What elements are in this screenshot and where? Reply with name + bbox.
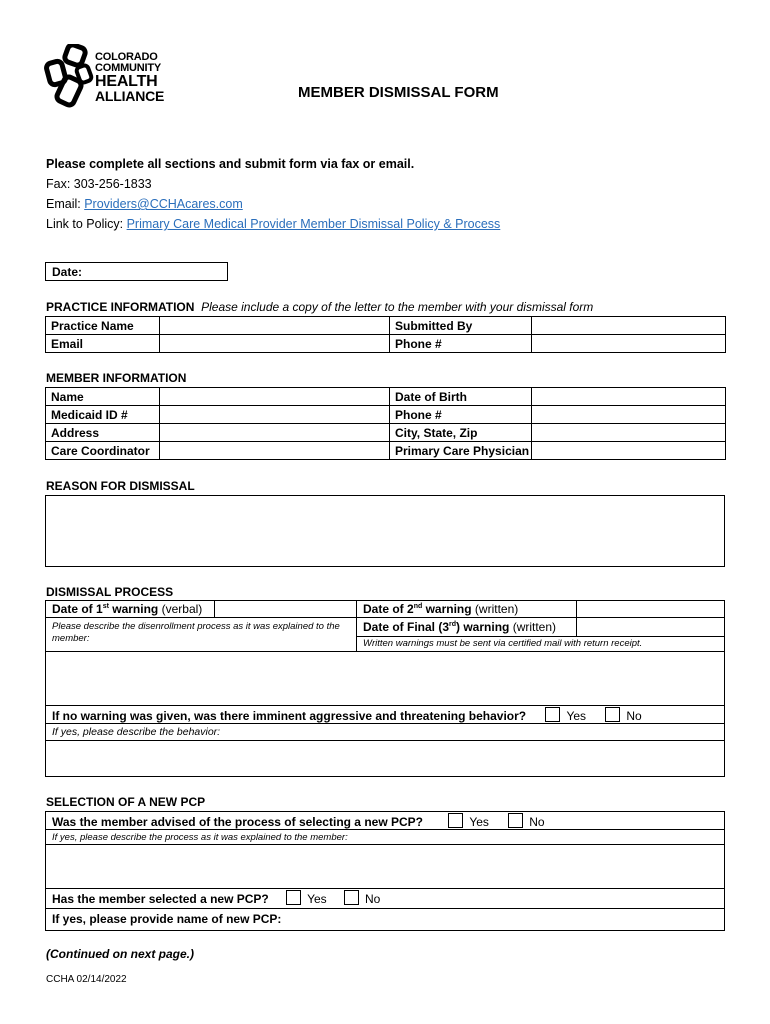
logo-line-alliance: ALLIANCE bbox=[95, 88, 165, 104]
member-phone-input[interactable] bbox=[532, 406, 726, 424]
new-pcp-name-input[interactable] bbox=[290, 909, 724, 930]
page-title: MEMBER DISMISSAL FORM bbox=[298, 84, 499, 101]
first-warning-label: Date of 1st warning (verbal) bbox=[52, 602, 203, 616]
practice-name-input[interactable] bbox=[160, 317, 390, 335]
advised-question: Was the member advised of the process of selecting a new PCP? bbox=[52, 815, 423, 829]
advised-yes-checkbox[interactable] bbox=[448, 813, 463, 828]
final-warning-input[interactable] bbox=[578, 619, 724, 635]
new-pcp-name-label: If yes, please provide name of new PCP: bbox=[52, 912, 282, 926]
policy-link[interactable]: Primary Care Medical Provider Member Dismissal Policy & Process bbox=[126, 217, 501, 231]
pcp-process-textarea[interactable] bbox=[46, 845, 724, 887]
no-warning-question: If no warning was given, was there imminent aggressive and threatening behavior? bbox=[52, 709, 527, 723]
address-label: Address bbox=[46, 424, 160, 442]
pcp-label: Primary Care Physician bbox=[390, 442, 532, 460]
behavior-textarea[interactable] bbox=[46, 741, 724, 776]
member-phone-label: Phone # bbox=[390, 406, 532, 424]
footer-code: CCHA 02/14/2022 bbox=[46, 974, 127, 985]
medicaid-id-label: Medicaid ID # bbox=[46, 406, 160, 424]
selected-yes-label: Yes bbox=[307, 892, 327, 906]
member-table bbox=[45, 387, 726, 460]
pcp-process-label: If yes, please describe the process as it was explained to the member: bbox=[52, 832, 348, 843]
advised-no-checkbox[interactable] bbox=[508, 813, 523, 828]
address-input[interactable] bbox=[160, 424, 390, 442]
care-coordinator-label: Care Coordinator bbox=[46, 442, 160, 460]
date-label: Date: bbox=[52, 265, 83, 279]
email-link[interactable]: Providers@CCHAcares.com bbox=[84, 197, 243, 211]
policy-line bbox=[46, 214, 500, 234]
second-warning-input[interactable] bbox=[578, 601, 724, 617]
policy-label: Link to Policy: bbox=[46, 217, 127, 231]
ccha-logo bbox=[44, 44, 169, 116]
practice-table bbox=[45, 316, 726, 353]
advised-question-row bbox=[52, 813, 545, 829]
advised-no-label: No bbox=[529, 815, 545, 829]
continued-note: (Continued on next page.) bbox=[46, 947, 194, 961]
city-state-zip-label: City, State, Zip bbox=[390, 424, 532, 442]
no-warning-yes-checkbox[interactable] bbox=[545, 707, 560, 722]
no-warning-question-row bbox=[52, 707, 642, 723]
written-warning-note: Written warnings must be sent via certified mail with return receipt. bbox=[363, 638, 643, 649]
practice-phone-input[interactable] bbox=[532, 335, 726, 353]
practice-email-input[interactable] bbox=[160, 335, 390, 353]
dob-input[interactable] bbox=[532, 388, 726, 406]
submitted-by-label: Submitted By bbox=[390, 317, 532, 335]
final-warning-label: Date of Final (3rd) warning (written) bbox=[363, 620, 557, 634]
pcp-section-heading: SELECTION OF A NEW PCP bbox=[46, 795, 206, 809]
practice-phone-label: Phone # bbox=[390, 335, 532, 353]
selected-no-label: No bbox=[365, 892, 381, 906]
care-coordinator-input[interactable] bbox=[160, 442, 390, 460]
logo-line-community: COMMUNITY bbox=[95, 62, 162, 74]
no-warning-no-label: No bbox=[626, 709, 642, 723]
city-state-zip-input[interactable] bbox=[532, 424, 726, 442]
no-warning-yes-label: Yes bbox=[566, 709, 587, 723]
second-warning-label: Date of 2nd warning (written) bbox=[363, 602, 519, 616]
email-line bbox=[46, 194, 500, 214]
describe-process-label: Please describe the disenrollment process as it was explained to the member: bbox=[52, 621, 340, 644]
email-label: Email: bbox=[46, 197, 85, 211]
advised-yes-label: Yes bbox=[469, 815, 489, 829]
logo-mark-icon bbox=[44, 44, 96, 114]
submitted-by-input[interactable] bbox=[532, 317, 726, 335]
logo-line-health: HEALTH bbox=[95, 73, 158, 90]
process-section-heading: DISMISSAL PROCESS bbox=[46, 585, 174, 599]
behavior-label: If yes, please describe the behavior: bbox=[52, 726, 221, 738]
reason-textarea[interactable] bbox=[45, 495, 725, 567]
member-name-input[interactable] bbox=[160, 388, 390, 406]
first-warning-input[interactable] bbox=[216, 601, 355, 617]
pcp-input[interactable] bbox=[532, 442, 726, 460]
member-section-heading: MEMBER INFORMATION bbox=[46, 371, 187, 385]
practice-section-heading: PRACTICE INFORMATION Please include a copy of the letter to the member with your dismissal form bbox=[46, 300, 594, 314]
selected-no-checkbox[interactable] bbox=[344, 890, 359, 905]
dob-label: Date of Birth bbox=[390, 388, 532, 406]
reason-section-heading: REASON FOR DISMISSAL bbox=[46, 479, 195, 493]
member-name-label: Name bbox=[46, 388, 160, 406]
date-field[interactable] bbox=[45, 262, 228, 281]
medicaid-id-input[interactable] bbox=[160, 406, 390, 424]
selected-question: Has the member selected a new PCP? bbox=[52, 892, 269, 906]
no-warning-no-checkbox[interactable] bbox=[605, 707, 620, 722]
instructions-heading: Please complete all sections and submit form via fax or email. bbox=[46, 157, 415, 171]
selected-question-row bbox=[52, 890, 380, 906]
practice-name-label: Practice Name bbox=[46, 317, 160, 335]
selected-yes-checkbox[interactable] bbox=[286, 890, 301, 905]
practice-email-label: Email bbox=[46, 335, 160, 353]
logo-line-colorado: COLORADO bbox=[95, 51, 158, 63]
describe-process-textarea[interactable] bbox=[46, 652, 724, 704]
fax-number: Fax: 303-256-1833 bbox=[46, 177, 152, 191]
